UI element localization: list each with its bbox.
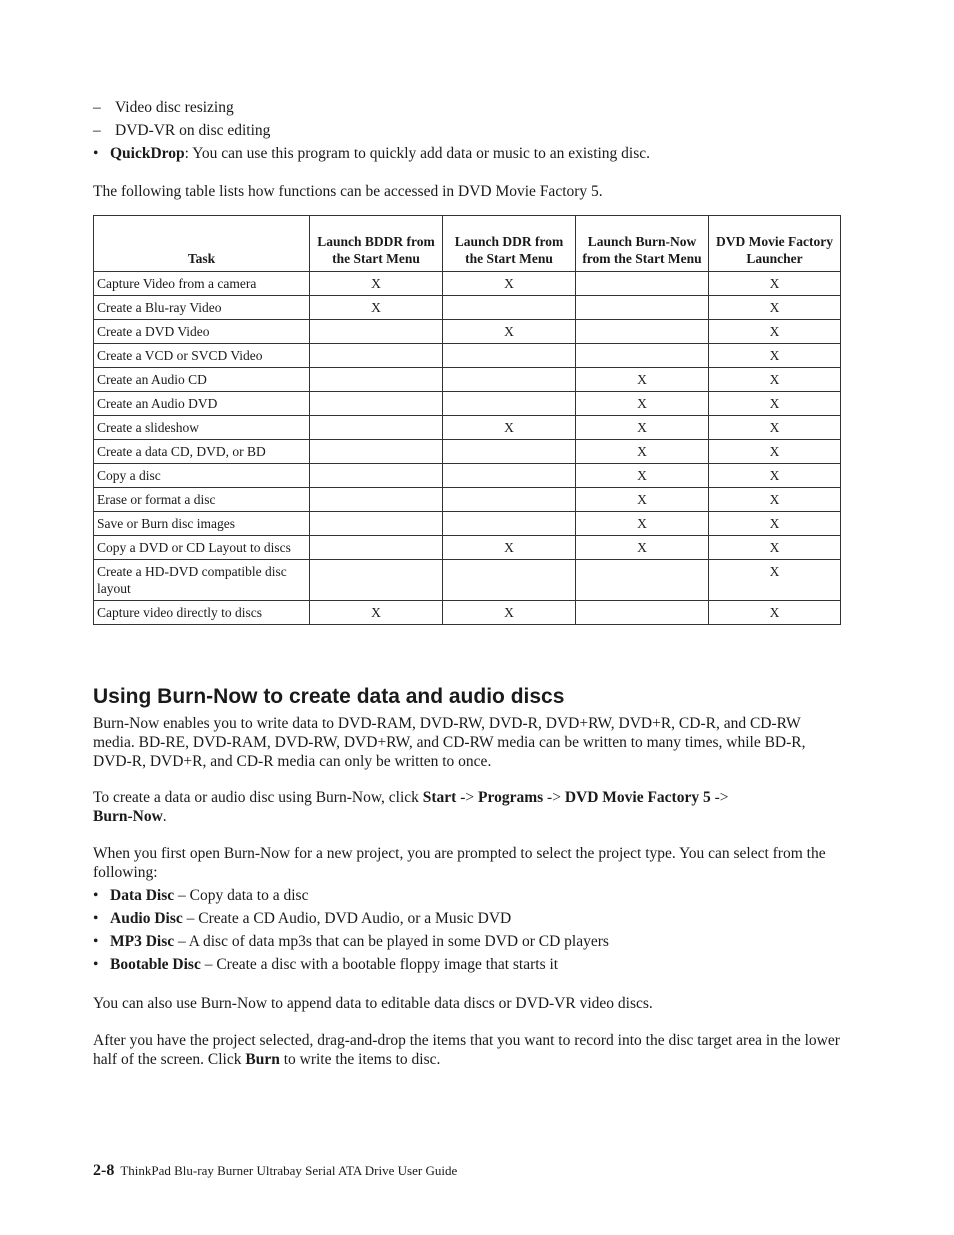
task-cell: Create a VCD or SVCD Video (94, 344, 310, 368)
column-header: Launch Burn-Now from the Start Menu (576, 216, 709, 272)
column-header: Launch DDR from the Start Menu (443, 216, 576, 272)
menu-dvd-movie-factory: DVD Movie Factory 5 (564, 789, 711, 806)
task-cell: Capture video directly to discs (94, 601, 310, 625)
access-cell: X (310, 272, 443, 296)
task-cell: Copy a DVD or CD Layout to discs (94, 536, 310, 560)
task-cell: Create a DVD Video (94, 320, 310, 344)
access-cell: X (576, 392, 709, 416)
access-cell: X (443, 601, 576, 625)
access-cell (310, 368, 443, 392)
bullet-dot: • (93, 910, 99, 927)
task-cell: Save or Burn disc images (94, 512, 310, 536)
access-cell: X (443, 320, 576, 344)
task-cell: Create an Audio CD (94, 368, 310, 392)
task-cell: Copy a disc (94, 464, 310, 488)
access-cell (310, 512, 443, 536)
burn-now-intro-paragraph: Burn-Now enables you to write data to DVD-RAM, DVD-RW, DVD-R, DVD+RW, DVD+R, CD-R, and CD-RW media. BD-RE, DVD-RAM, DVD-RW, DVD+RW, and CD-RW media can be written to many times, while BD-R, DVD-R, DVD+R, and CD-R media can only be written to once. (93, 715, 806, 770)
access-cell: X (709, 272, 841, 296)
access-cell: X (709, 512, 841, 536)
table-row (94, 416, 841, 440)
table-row (94, 440, 841, 464)
menu-start: Start (422, 789, 457, 806)
access-cell: X (576, 464, 709, 488)
burn-term: Burn (245, 1051, 280, 1068)
sub-list-item-text: DVD-VR on disc editing (115, 122, 271, 139)
access-cell: X (576, 440, 709, 464)
access-cell (310, 320, 443, 344)
access-cell (576, 344, 709, 368)
access-cell: X (576, 488, 709, 512)
task-cell: Create a HD-DVD compatible disc layout (94, 560, 310, 601)
quickdrop-text: : You can use this program to quickly add data or music to an existing disc. (184, 145, 651, 162)
access-cell (443, 464, 576, 488)
table-row (94, 368, 841, 392)
access-cell: X (576, 416, 709, 440)
table-row (94, 296, 841, 320)
access-cell (443, 368, 576, 392)
access-cell (576, 320, 709, 344)
access-cell: X (709, 601, 841, 625)
access-cell: X (443, 536, 576, 560)
task-cell: Create a data CD, DVD, or BD (94, 440, 310, 464)
access-cell (576, 560, 709, 601)
access-cell (576, 296, 709, 320)
access-cell (443, 440, 576, 464)
access-cell (576, 272, 709, 296)
section-heading: Using Burn-Now to create data and audio discs (93, 685, 565, 708)
access-cell (443, 344, 576, 368)
bullet-dot: • (93, 145, 99, 162)
access-cell: X (709, 560, 841, 601)
access-cell: X (576, 512, 709, 536)
access-cell (443, 392, 576, 416)
access-cell: X (709, 464, 841, 488)
access-cell (310, 440, 443, 464)
append-paragraph: You can also use Burn-Now to append data to editable data discs or DVD-VR video discs. (93, 995, 653, 1012)
list-item: • Audio Disc – Create a CD Audio, DVD Audio, or a Music DVD (93, 910, 512, 927)
functions-table (93, 215, 841, 625)
list-item: • Bootable Disc – Create a disc with a bootable floppy image that starts it (93, 956, 559, 973)
bullet-dot: • (93, 933, 99, 950)
burn-now-launch-paragraph: To create a data or audio disc using Burn-Now, click Start -> Programs -> DVD Movie Factory 5 -> Burn-Now. (93, 789, 729, 825)
access-cell (310, 464, 443, 488)
access-cell: X (310, 296, 443, 320)
access-cell (443, 488, 576, 512)
access-cell (310, 536, 443, 560)
quickdrop-term: QuickDrop (110, 145, 185, 162)
column-header: Task (94, 216, 310, 272)
table-row (94, 344, 841, 368)
task-cell: Capture Video from a camera (94, 272, 310, 296)
page-number: 2-8 (93, 1162, 115, 1179)
table-row (94, 320, 841, 344)
access-cell (443, 296, 576, 320)
list-item: • MP3 Disc – A disc of data mp3s that can be played in some DVD or CD players (93, 933, 609, 950)
sub-list-item-text: Video disc resizing (115, 99, 234, 116)
sub-list-item: – DVD-VR on disc editing (93, 122, 271, 139)
access-cell (310, 344, 443, 368)
task-cell: Create a slideshow (94, 416, 310, 440)
project-type-term: MP3 Disc (110, 933, 175, 950)
access-cell: X (709, 440, 841, 464)
bullet-dot: • (93, 887, 99, 904)
access-cell: X (576, 368, 709, 392)
access-cell (310, 488, 443, 512)
access-cell (310, 416, 443, 440)
table-row (94, 272, 841, 296)
table-body (94, 272, 841, 625)
list-item: • Data Disc – Copy data to a disc (93, 887, 309, 904)
table-row (94, 536, 841, 560)
document-title: ThinkPad Blu-ray Burner Ultrabay Serial ATA Drive User Guide (120, 1163, 458, 1178)
table-row (94, 464, 841, 488)
quickdrop-bullet (93, 144, 650, 163)
table-row (94, 601, 841, 625)
project-type-term: Data Disc (110, 887, 175, 904)
project-type-term: Bootable Disc (110, 956, 201, 973)
table-row (94, 392, 841, 416)
access-cell: X (709, 296, 841, 320)
table-row (94, 488, 841, 512)
table-header-row (94, 216, 841, 272)
access-cell: X (443, 416, 576, 440)
access-cell: X (310, 601, 443, 625)
access-cell (443, 560, 576, 601)
access-cell (443, 512, 576, 536)
sub-list-item: – Video disc resizing (93, 99, 234, 116)
access-cell: X (709, 344, 841, 368)
access-cell (576, 601, 709, 625)
access-cell: X (576, 536, 709, 560)
menu-burn-now: Burn-Now (93, 808, 163, 825)
page-footer (93, 1162, 457, 1180)
bullet-dot: • (93, 956, 99, 973)
project-type-paragraph: When you first open Burn-Now for a new project, you are prompted to select the project type. You can select from the following: (93, 845, 826, 881)
table-row (94, 512, 841, 536)
table-row (94, 560, 841, 601)
access-cell: X (709, 320, 841, 344)
access-cell: X (709, 488, 841, 512)
access-cell: X (443, 272, 576, 296)
access-cell: X (709, 416, 841, 440)
access-cell: X (709, 368, 841, 392)
access-cell: X (709, 392, 841, 416)
access-cell: X (709, 536, 841, 560)
task-cell: Create a Blu-ray Video (94, 296, 310, 320)
project-type-term: Audio Disc (110, 910, 183, 927)
task-cell: Erase or format a disc (94, 488, 310, 512)
access-cell (310, 392, 443, 416)
table-intro: The following table lists how functions can be accessed in DVD Movie Factory 5. (93, 183, 603, 200)
column-header: Launch BDDR from the Start Menu (310, 216, 443, 272)
column-header: DVD Movie Factory Launcher (709, 216, 841, 272)
task-cell: Create an Audio DVD (94, 392, 310, 416)
menu-programs: Programs (478, 789, 544, 806)
drag-drop-paragraph: After you have the project selected, drag-and-drop the items that you want to record into the disc target area in the lower half of the screen. Click Burn to write the items to disc. (93, 1032, 840, 1068)
access-cell (310, 560, 443, 601)
